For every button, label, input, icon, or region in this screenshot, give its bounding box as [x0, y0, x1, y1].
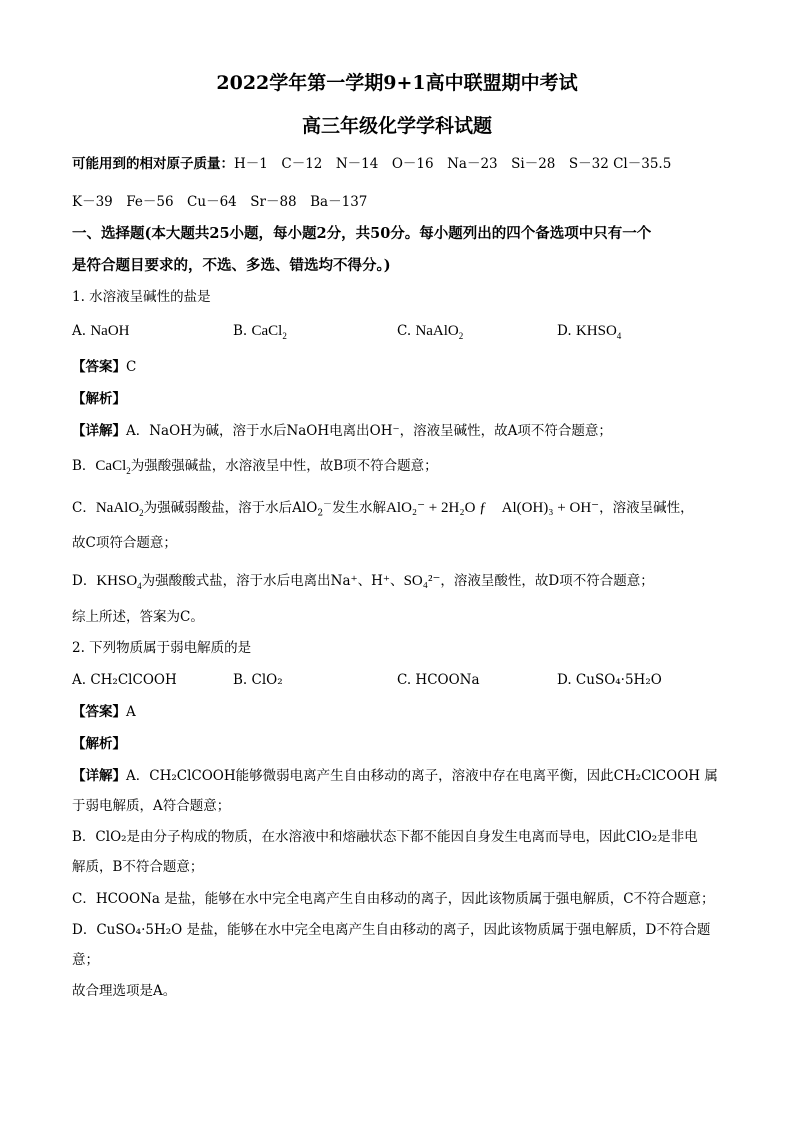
q2-detail-d-line1: D．CuSO₄·5H₂O 是盐，能够在水中完全电离产生自由移动的离子，因此该物质属于强电解质，D不符合题: [72, 922, 711, 938]
exam-subtitle: 高三年级化学学科试题: [301, 115, 492, 137]
q1-option-a: [72, 321, 130, 341]
q1-detail-d-formula: $KHSO_4$: [96, 573, 142, 591]
q1-detail-c: C．NaAlO$_2$为强碱弱酸盐，溶于水后AlO$_2$－发生水解AlO₂⁻ + 2H₂O ƒ Al(OH)₃ + OH⁻，溶液呈碱性，: [72, 499, 694, 519]
q2-answer-value: A: [126, 704, 136, 720]
q1-option-d-letter: D.: [557, 323, 572, 339]
atomic-masses-line1: [72, 154, 671, 174]
q2-answer-label: 【答案】: [72, 704, 126, 720]
q1-detail-label: 【详解】: [72, 423, 126, 439]
q2-option-a: A. CH₂ClCOOH: [72, 672, 177, 688]
q1-option-a-letter: A.: [72, 323, 87, 339]
q1-detail-b: B．CaCl$_2$为强酸强碱盐，水溶液呈中性，故B项不符合题意；: [72, 458, 438, 476]
q2-analysis-label: 【解析】: [72, 736, 126, 752]
q1-detail-d: D．$KHSO_4$为强酸酸式盐，溶于水后电离出Na⁺、H⁺、SO₄²⁻，溶液呈酸性，故D项不符合题意；: [72, 573, 654, 591]
q1-stem: 1. 水溶液呈碱性的盐是: [72, 289, 211, 305]
q1-analysis-label: 【解析】: [72, 391, 126, 407]
q2-option-d: D. CuSO₄·5H₂O: [557, 672, 662, 688]
atomic-masses-values-1: H－1 C－12 N－14 O－16 Na－23 Si－28 S－32 Cl－35.5: [234, 156, 672, 172]
q1-option-c: [397, 321, 463, 341]
q2-option-b: B. ClO₂: [233, 672, 283, 688]
atomic-masses-label: 可能用到的相对原子质量：: [72, 156, 234, 172]
q2-option-c: C. HCOONa: [397, 672, 480, 688]
q1-hydrolysis-equation: AlO₂⁻ + 2H₂O ƒ Al(OH)₃ + OH⁻: [386, 500, 600, 516]
q1-option-b: [233, 321, 287, 341]
q2-detail-d-line2: 意；: [72, 952, 99, 968]
q2-detail-a-line1: 【详解】A．CH₂ClCOOH能够微弱电离产生自由移动的离子，溶液中存在电离平衡，因此CH₂ClCOOH 属: [72, 768, 718, 784]
q2-summary: 故合理选项是A。: [72, 983, 177, 999]
q1-option-d: [557, 321, 621, 341]
q2-detail-b-line1: B．ClO₂是由分子构成的物质，在水溶液中和熔融状态下都不能因自身发生电离而导电，因此ClO₂是非电: [72, 829, 698, 845]
q1-sulfate-ion: SO₄²⁻: [403, 573, 441, 589]
q1-option-b-letter: B.: [233, 323, 248, 339]
section-heading-line2: 是符合题目要求的，不选、多选、错选均不得分。): [72, 257, 391, 274]
q1-answer: [72, 357, 136, 377]
q1-option-c-formula: NaAlO$_2$: [415, 323, 464, 341]
q2-detail-b-line2: 解质，B不符合题意；: [72, 859, 204, 875]
q1-option-c-letter: C.: [397, 323, 412, 339]
q1-detail-a: [72, 421, 612, 441]
q1-answer-label: 【答案】: [72, 359, 126, 375]
q2-detail-label: 【详解】: [72, 768, 126, 784]
q2-answer: [72, 702, 136, 722]
q1-detail-a-text: A．NaOH为碱，溶于水后NaOH电离出OH⁻，溶液呈碱性，故A项不符合题意；: [126, 423, 612, 439]
q1-option-a-formula: NaOH: [90, 323, 130, 339]
q2-detail-a-line2: 于弱电解质，A符合题意；: [72, 798, 231, 814]
q1-summary: 综上所述，答案为C。: [72, 609, 204, 625]
q1-detail-b-formula: CaCl$_2$: [95, 458, 131, 476]
q2-stem: 2. 下列物质属于弱电解质的是: [72, 640, 252, 656]
q2-detail-c: C．HCOONa 是盐，能够在水中完全电离产生自由移动的离子，因此该物质属于强电解质，C不符合题意；: [72, 891, 715, 907]
q1-option-b-formula: CaCl$_2$: [251, 323, 287, 341]
q1-detail-c-line2: 故C项符合题意；: [72, 535, 177, 551]
section-heading-line1: 一、选择题(本大题共25小题，每小题2分，共50分。每小题列出的四个备选项中只有一个: [72, 225, 652, 242]
atomic-masses-line2: K－39 Fe－56 Cu－64 Sr－88 Ba－137: [72, 194, 368, 210]
q1-answer-value: C: [126, 359, 137, 375]
q1-option-d-formula: $KHSO_4$: [575, 323, 622, 341]
exam-title: 2022学年第一学期9+1高中联盟期中考试: [216, 72, 578, 94]
q1-detail-c-formula: NaAlO$_2$: [95, 500, 144, 518]
